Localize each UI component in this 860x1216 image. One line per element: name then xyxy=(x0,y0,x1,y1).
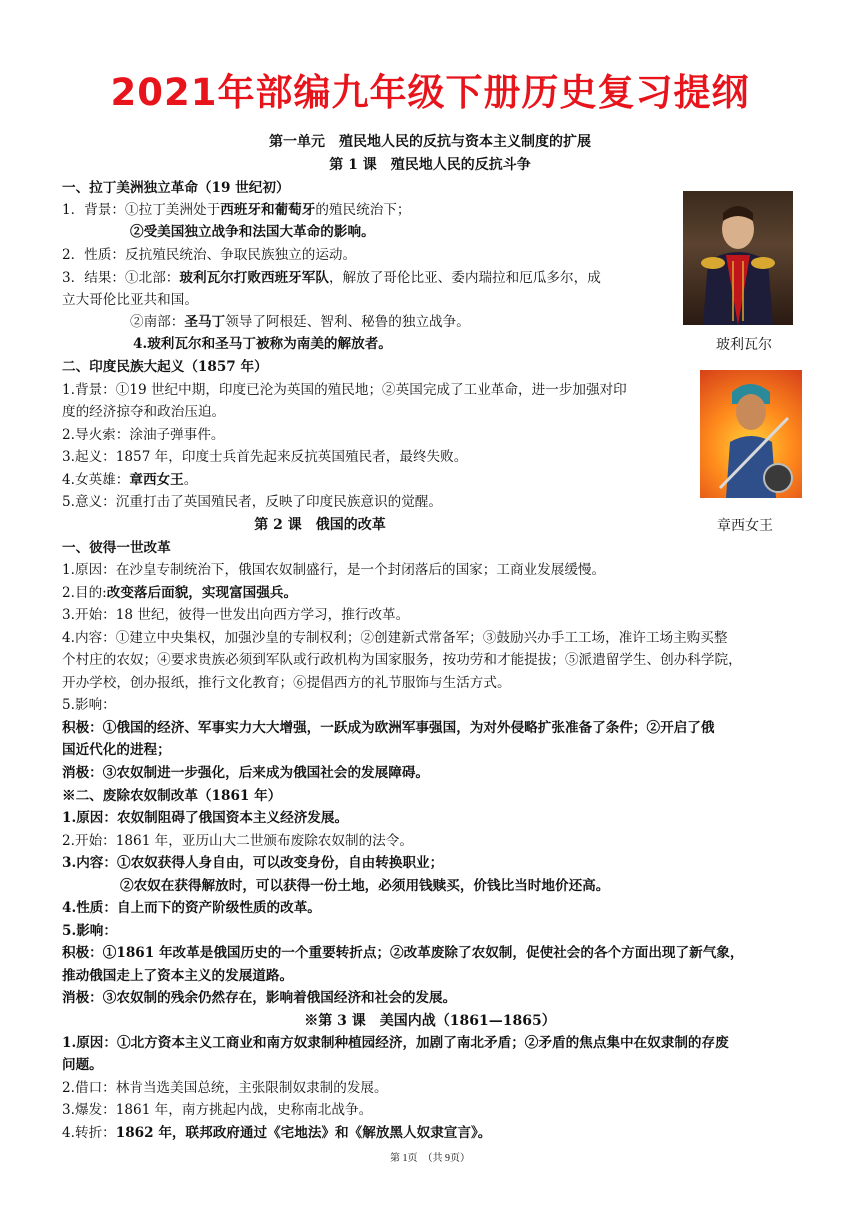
india-heroine xyxy=(62,470,197,490)
lesson1-section1-heading: 一、拉丁美洲独立革命（19 世纪初） xyxy=(62,180,290,196)
reform-positive-1: 积极：①1861 年改革是俄国历史的一个重要转折点；②改革废除了农奴制，促使社会的各个方面出现了新气象， xyxy=(62,945,744,961)
peter-cause: 1.原因：在沙皇专制统治下，俄国农奴制盛行，是一个封闭落后的国家；工商业发展缓慢。 xyxy=(62,562,606,578)
civilwar-cause-2: 问题。 xyxy=(62,1057,103,1073)
lesson1-section2-heading: 二、印度民族大起义（1857 年） xyxy=(62,359,268,375)
document-title: 2021年部编九年级下册历史复习提纲 xyxy=(110,71,750,114)
peter-content-2: 个村庄的农奴；④要求贵族必须到军队或行政机构为国家服务，按功劳和才能提拔；⑤派遣留学生、创办科学院， xyxy=(62,652,742,668)
bold-text: 1862 年，联邦政府通过《宅地法》和《解放黑人奴隶宣言》。 xyxy=(115,1125,492,1141)
bolivar-caption: 玻利瓦尔 xyxy=(716,337,772,353)
lesson2-title: 第 2 课 俄国的改革 xyxy=(254,517,386,533)
peter-positive-1: 积极：①俄国的经济、军事实力大大增强，一跃成为欧洲军事强国，为对外侵略扩张准备了条件；②开启了俄 xyxy=(62,720,715,736)
bold-text: 章西女王 xyxy=(129,472,184,488)
text: 4.转折： xyxy=(62,1125,116,1141)
lesson1-result-cont: 立大哥伦比亚共和国。 xyxy=(62,292,198,308)
reform-content-1: 3.内容：①农奴获得人身自由，可以改变身份，自由转换职业； xyxy=(62,855,444,871)
text: ，解放了哥伦比亚、委内瑞拉和厄瓜多尔，成 xyxy=(328,270,601,286)
reform-content-2: ②农奴在获得解放时，可以获得一份土地，必须用钱赎买，价钱比当时地价还高。 xyxy=(120,878,610,894)
civilwar-turn xyxy=(62,1123,491,1143)
bolivar-portrait xyxy=(683,191,793,325)
lesson1-background xyxy=(62,200,411,220)
rani-jhansi-portrait xyxy=(700,370,802,498)
reform-start: 2.开始：1861 年，亚历山大二世颁布废除农奴制的法令。 xyxy=(62,833,413,849)
text: 。 xyxy=(183,472,198,488)
india-fuse: 2.导火索：涂油子弹事件。 xyxy=(62,427,225,443)
civilwar-outbreak: 3.爆发：1861 年，南方挑起内战，史称南北战争。 xyxy=(62,1102,373,1118)
india-background: 1.背景：①19 世纪中期，印度已沦为英国的殖民地；②英国完成了工业革命，进一步加强对印 xyxy=(62,382,627,398)
peter-negative: 消极：③农奴制进一步强化，后来成为俄国社会的发展障碍。 xyxy=(62,765,430,781)
bold-text: 圣马丁 xyxy=(184,314,226,330)
text: 的殖民统治下； xyxy=(315,202,411,218)
text: ②南部： xyxy=(130,314,185,330)
reform-cause: 1.原因：农奴制阻碍了俄国资本主义经济发展。 xyxy=(62,810,349,826)
civilwar-cause-1: 1.原因：①北方资本主义工商业和南方奴隶制种植园经济，加剧了南北矛盾；②矛盾的焦点集中在奴隶制的存废 xyxy=(62,1035,729,1051)
india-uprising: 3.起义：1857 年，印度士兵首先起来反抗英国殖民者，最终失败。 xyxy=(62,449,468,465)
unit-title: 第一单元 殖民地人民的反抗与资本主义制度的扩展 xyxy=(269,134,591,150)
lesson2-section2-heading: ※二、废除农奴制改革（1861 年） xyxy=(62,788,282,804)
text: 1．背景：①拉丁美洲处于 xyxy=(62,202,221,218)
lesson3-title: ※第 3 课 美国内战（1861—1865） xyxy=(304,1013,556,1029)
lesson2-section1-heading: 一、彼得一世改革 xyxy=(62,540,171,556)
rani-jhansi-caption: 章西女王 xyxy=(717,518,773,534)
text: 4.女英雄： xyxy=(62,472,130,488)
page-footer: 第 1页 （共 9页） xyxy=(390,1153,470,1164)
peter-positive-2: 国近代化的进程； xyxy=(62,742,171,758)
india-background-cont: 度的经济掠夺和政治压迫。 xyxy=(62,404,226,420)
lesson1-result-south xyxy=(130,312,470,332)
peter-effect: 5.影响： xyxy=(62,697,116,713)
lesson1-background-2: ②受美国独立战争和法国大革命的影响。 xyxy=(130,224,375,240)
lesson1-liberators: 4.玻利瓦尔和圣马丁被称为南美的解放者。 xyxy=(133,336,392,352)
civilwar-excuse: 2.借口：林肯当选美国总统，主张限制奴隶制的发展。 xyxy=(62,1080,388,1096)
lesson1-result xyxy=(62,268,601,288)
reform-nature: 4.性质：自上而下的资产阶级性质的改革。 xyxy=(62,900,321,916)
bold-text: 西班牙和葡萄牙 xyxy=(220,202,316,218)
text: 领导了阿根廷、智利、秘鲁的独立战争。 xyxy=(225,314,470,330)
bold-text: 玻利瓦尔打败西班牙军队 xyxy=(179,270,329,286)
reform-effect: 5.影响： xyxy=(62,923,117,939)
lesson1-title: 第 1 课 殖民地人民的反抗斗争 xyxy=(329,157,531,173)
peter-content-3: 开办学校，创办报纸，推行文化教育；⑥提倡西方的礼节服饰与生活方式。 xyxy=(62,675,511,691)
lesson1-nature: 2．性质：反抗殖民统治、争取民族独立的运动。 xyxy=(62,247,357,263)
peter-start: 3.开始：18 世纪，彼得一世发出向西方学习，推行改革。 xyxy=(62,607,410,623)
text: 3．结果：①北部： xyxy=(62,270,180,286)
text: 2.目的: xyxy=(62,585,107,601)
bold-text: 改变落后面貌，实现富国强兵。 xyxy=(106,585,298,601)
reform-negative: 消极：③农奴制的残余仍然存在，影响着俄国经济和社会的发展。 xyxy=(62,990,457,1006)
reform-positive-2: 推动俄国走上了资本主义的发展道路。 xyxy=(62,968,294,984)
peter-goal xyxy=(62,583,297,603)
india-meaning: 5.意义：沉重打击了英国殖民者，反映了印度民族意识的觉醒。 xyxy=(62,494,442,510)
peter-content-1: 4.内容：①建立中央集权，加强沙皇的专制权利；②创建新式常备军；③鼓励兴办手工工场，准许工场主购买整 xyxy=(62,630,728,646)
